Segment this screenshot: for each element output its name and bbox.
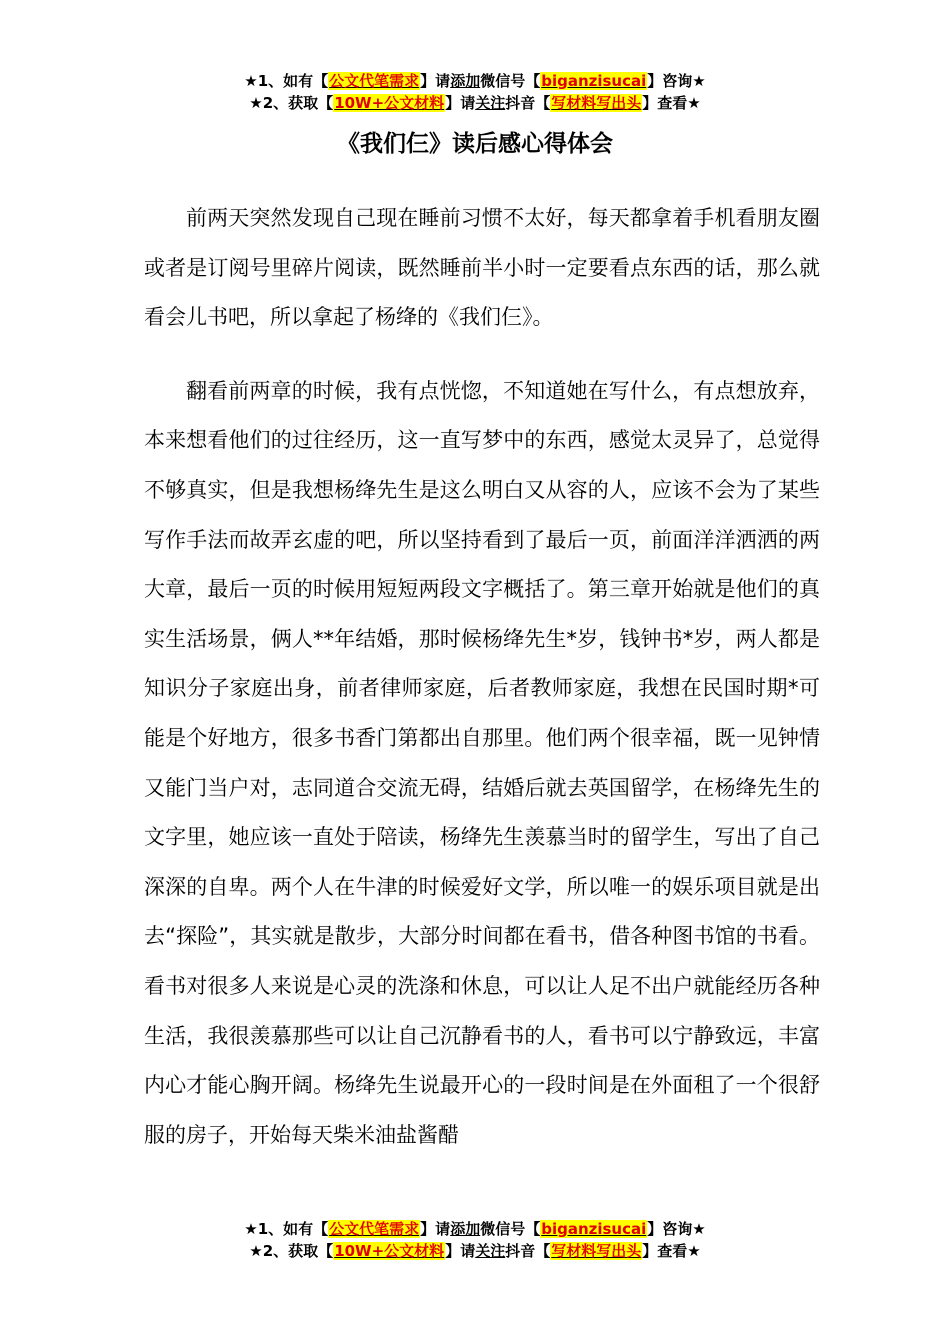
promo-text: 抖音【: [505, 94, 551, 112]
promo-text: ★2、获取【: [249, 1242, 334, 1260]
promo-text: ★2、获取【: [249, 94, 334, 112]
promo-underlined-text: 关注: [475, 1242, 506, 1260]
promo-text: ★1、如有【: [244, 1220, 329, 1238]
promo-text: 】请: [420, 1220, 451, 1238]
promo-highlight: biganzisucai: [541, 72, 647, 90]
promo-highlight: 写材料写出头: [551, 94, 642, 112]
paragraph: 翻看前两章的时候，我有点恍惚，不知道她在写什么，有点想放弃，本来想看他们的过往经历，这一直写梦中的东西，感觉太灵异了，总觉得不够真实，但是我想杨绛先生是这么明白又从容的人，应该不会为了某些写作手法而故弄玄虚的吧，所以坚持看到了最后一页，前面洋洋洒洒的两大章，最后一页的时候用短短两段文字概括了。第三章开始就是他们的真实生活场景，俩人**年结婚，那时候杨绛先生*岁，钱钟书*岁，两人都是知识分子家庭出身，前者律师家庭，后者教师家庭，我想在民国时期*可能是个好地方，很多书香门第都出自那里。他们两个很幸福，既一见钟情又能门当户对，志同道合交流无碍，结婚后就去英国留学，在杨绛先生的文字里，她应该一直处于陪读，杨绛先生羡慕当时的留学生，写出了自己深深的自卑。两个人在牛津的时候爱好文学，所以唯一的娱乐项目就是出去“探险”，其实就是散步，大部分时间都在看书，借各种图书馆的书看。看书对很多人来说是心灵的洗涤和休息，可以让人足不出户就能经历各种生活，我很羡慕那些可以让自己沉静看书的人，看书可以宁静致远，丰富内心才能心胸开阔。杨绛先生说最开心的一段时间是在外面租了一个很舒服的房子，开始每天柴米油盐酱醋: [144, 378, 820, 1147]
promo-text: 】咨询★: [647, 72, 706, 90]
promo-text: 抖音【: [505, 1242, 551, 1260]
promo-underlined-text: 添加: [450, 1220, 481, 1238]
document-body: [144, 194, 820, 1160]
promo-line-2: [0, 92, 950, 114]
promo-text: ★1、如有【: [244, 72, 329, 90]
promo-text: 】请: [420, 72, 451, 90]
footer-promo-banner: [0, 1218, 950, 1262]
promo-text: 微信号【: [480, 72, 541, 90]
promo-text: 】咨询★: [647, 1220, 706, 1238]
promo-line-1: [0, 70, 950, 92]
promo-line-2: [0, 1240, 950, 1262]
promo-text: 微信号【: [480, 1220, 541, 1238]
promo-text: 】请: [445, 94, 476, 112]
promo-line-1: [0, 1218, 950, 1240]
promo-underlined-text: 关注: [475, 94, 506, 112]
header-promo-banner: [0, 70, 950, 114]
promo-text: 】请: [445, 1242, 476, 1260]
promo-highlight: 公文代笔需求: [329, 1220, 420, 1238]
promo-highlight: 写材料写出头: [551, 1242, 642, 1260]
promo-highlight: 10W+公文材料: [334, 94, 445, 112]
promo-highlight: 10W+公文材料: [334, 1242, 445, 1260]
promo-text: 】查看★: [642, 1242, 701, 1260]
promo-underlined-text: 添加: [450, 72, 481, 90]
paragraph: 前两天突然发现自己现在睡前习惯不太好，每天都拿着手机看朋友圈或者是订阅号里碎片阅读，既然睡前半小时一定要看点东西的话，那么就看会儿书吧，所以拿起了杨绛的《我们仨》。: [144, 206, 820, 330]
promo-highlight: biganzisucai: [541, 1220, 647, 1238]
promo-text: 】查看★: [642, 94, 701, 112]
document-title: 《我们仨》读后感心得体会: [337, 131, 613, 157]
promo-highlight: 公文代笔需求: [329, 72, 420, 90]
